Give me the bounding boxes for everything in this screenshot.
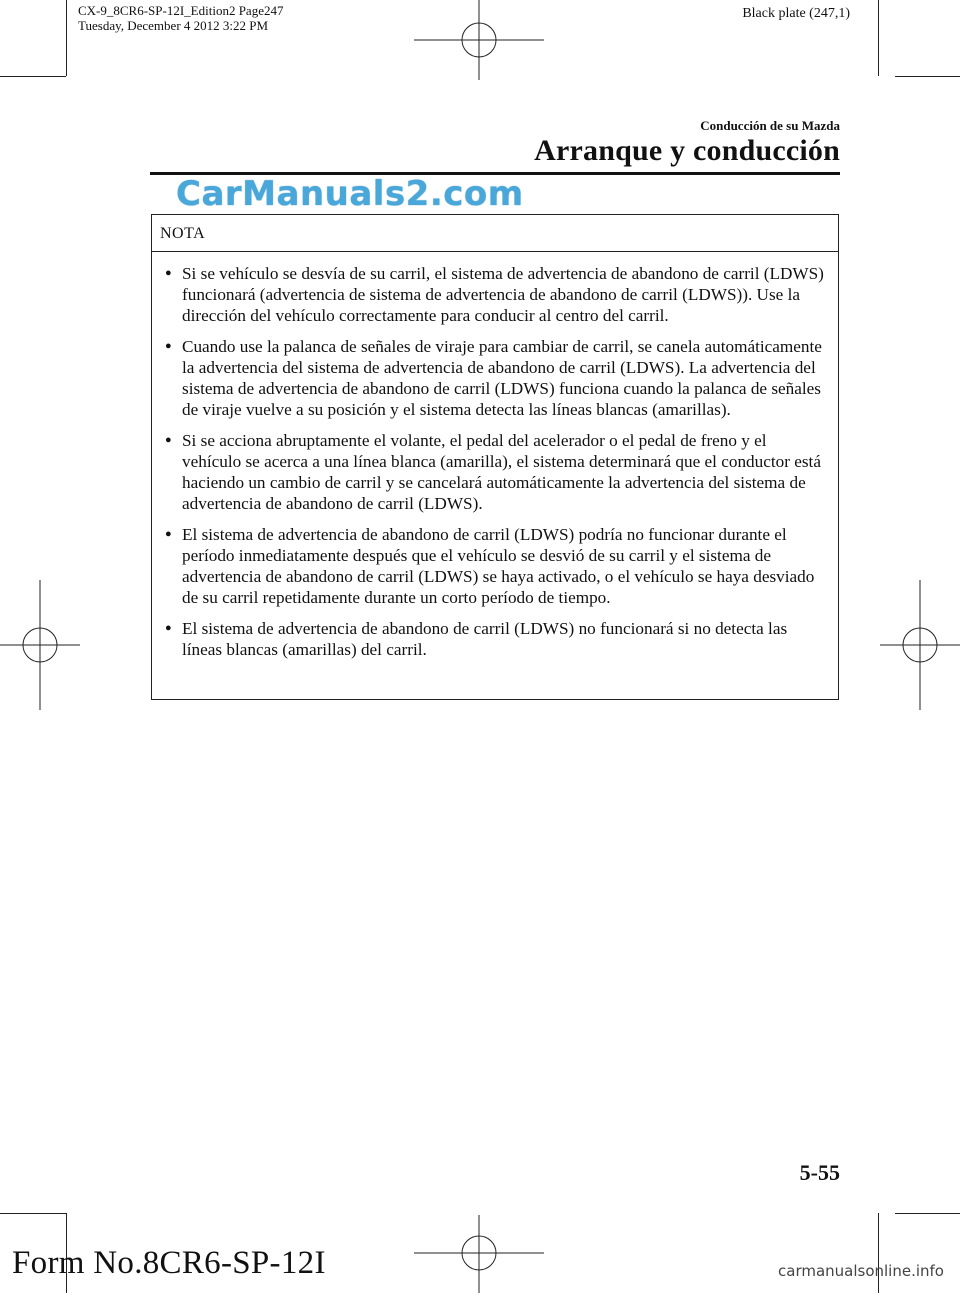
registration-mark-right bbox=[880, 580, 960, 710]
note-item bbox=[160, 263, 828, 326]
registration-mark-top bbox=[414, 0, 544, 80]
note-item-text: Si se vehículo se desvía de su carril, el sistema de advertencia de abandono de carril (LDWS) funcionará (advertencia de sistema de advertencia de abandono de carril (LDWS)). Use la dirección del vehículo correctamente para conducir al centro del carril. bbox=[182, 264, 824, 325]
crop-mark-top-right-v bbox=[878, 0, 879, 76]
form-number: Form No.8CR6-SP-12I bbox=[12, 1245, 326, 1281]
note-item bbox=[160, 524, 828, 608]
note-item-text: El sistema de advertencia de abandono de carril (LDWS) podría no funcionar durante el período inmediatamente después que el vehículo se desvió de su carril y el sistema de advertencia de abandono de carril (LDWS) se haya activado, o el vehículo se haya desviado de su carril repetidamente durante un corto período de tiempo. bbox=[182, 525, 815, 607]
watermark-logo: CarManuals2.com bbox=[176, 174, 524, 214]
note-item bbox=[160, 618, 828, 660]
crop-mark-bottom-right-v bbox=[878, 1213, 879, 1293]
print-file-line: CX-9_8CR6-SP-12I_Edition2 Page247 bbox=[78, 3, 284, 18]
print-info bbox=[78, 3, 283, 33]
crop-mark-top-right-h bbox=[895, 76, 960, 77]
crop-mark-top-left-h bbox=[0, 76, 66, 77]
bullet-icon: ● bbox=[165, 267, 172, 279]
crop-mark-bottom-right-h bbox=[895, 1213, 960, 1214]
bullet-icon: ● bbox=[165, 528, 172, 540]
section-title: Arranque y conducción bbox=[534, 134, 840, 167]
crop-mark-bottom-left-h bbox=[0, 1213, 66, 1214]
registration-mark-left bbox=[0, 580, 80, 710]
site-watermark: carmanualsonline.info bbox=[778, 1262, 944, 1280]
print-date-line: Tuesday, December 4 2012 3:22 PM bbox=[78, 18, 269, 33]
note-item-text: El sistema de advertencia de abandono de carril (LDWS) no funcionará si no detecta las líneas blancas (amarillas) del carril. bbox=[182, 619, 788, 659]
bullet-icon: ● bbox=[165, 340, 172, 352]
note-item-text: Cuando use la palanca de señales de viraje para cambiar de carril, se canela automáticamente la advertencia del sistema de advertencia de abandono de carril (LDWS). La advertencia del sistema de advertencia de abandono de carril (LDWS) funciona cuando la palanca de señales de viraje vuelve a su posición y el sistema detecta las líneas blancas (amarillas). bbox=[182, 337, 822, 419]
crop-mark-top-left-v bbox=[66, 0, 67, 76]
note-item-text: Si se acciona abruptamente el volante, el pedal del acelerador o el pedal de freno y el vehículo se acerca a una línea blanca (amarilla), el sistema determinará que el conductor está haciendo un cambio de carril y se cancelará automáticamente la advertencia del sistema de advertencia de abandono de carril (LDWS). bbox=[182, 431, 821, 513]
note-label: NOTA bbox=[152, 215, 838, 252]
note-list bbox=[152, 263, 838, 660]
note-item bbox=[160, 336, 828, 420]
registration-mark-bottom bbox=[414, 1215, 544, 1293]
note-box bbox=[151, 214, 839, 700]
chapter-name: Conducción de su Mazda bbox=[700, 118, 840, 133]
plate-label: Black plate (247,1) bbox=[742, 6, 850, 21]
page-number: 5-55 bbox=[799, 1160, 840, 1185]
bullet-icon: ● bbox=[165, 622, 172, 634]
note-item bbox=[160, 430, 828, 514]
bullet-icon: ● bbox=[165, 434, 172, 446]
